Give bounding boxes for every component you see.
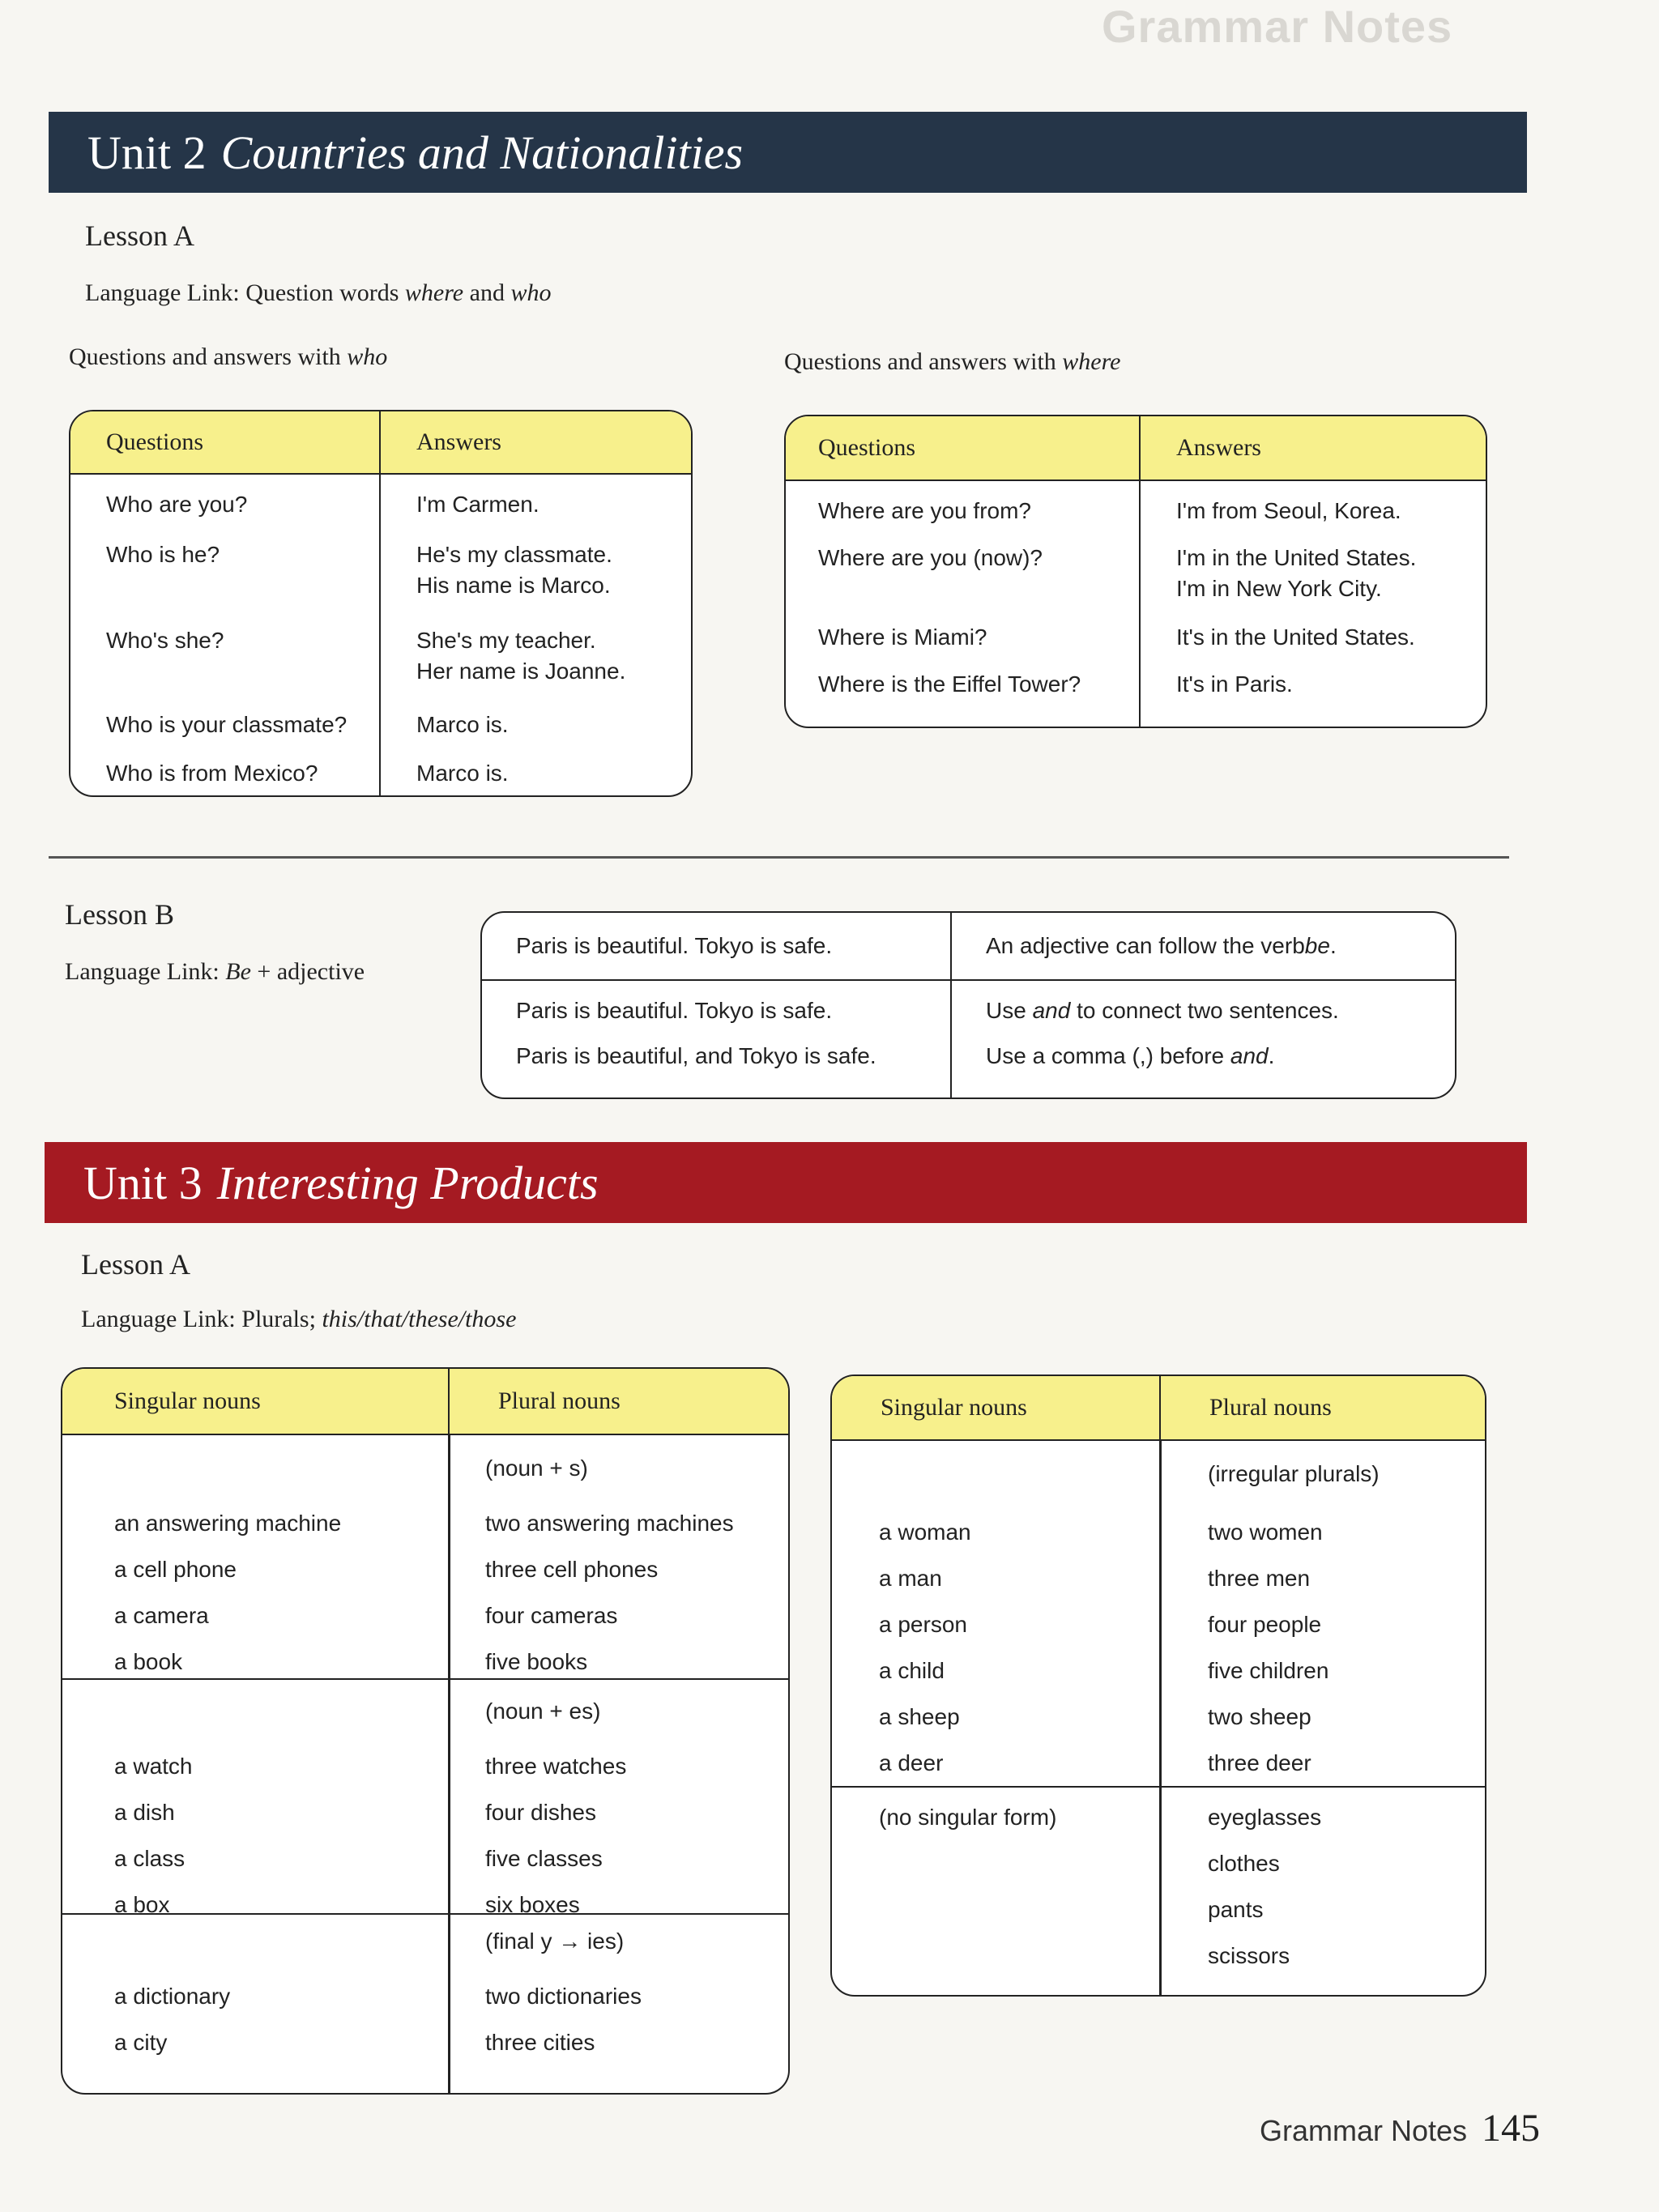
regular-header-singular: Singular nouns xyxy=(62,1369,450,1434)
regular-plurals-header xyxy=(62,1369,788,1435)
be-adjective-rule: An adjective can follow the verb be . xyxy=(986,933,1337,958)
regular-plurals-table xyxy=(61,1367,790,2095)
who-answer: His name is Marco. xyxy=(416,573,611,598)
regular-group-s xyxy=(62,1435,788,1678)
plural-list xyxy=(1172,1509,1328,1786)
plural-list xyxy=(450,1973,642,2065)
singular-noun: a book xyxy=(114,1649,183,1674)
page-footer xyxy=(1260,2106,1540,2150)
singular-noun: a watch xyxy=(114,1754,193,1779)
singular-noun: an answering machine xyxy=(114,1511,342,1536)
plural-noun: scissors xyxy=(1208,1943,1290,1968)
who-answer: She's my teacher. xyxy=(416,628,596,653)
be-adjective-example: Paris is beautiful, and Tokyo is safe. xyxy=(516,1043,876,1068)
unit-2-banner xyxy=(49,112,1527,193)
who-answer: He's my classmate. xyxy=(416,542,612,567)
regular-header-plural: Plural nouns xyxy=(498,1387,621,1414)
where-answer: I'm in New York City. xyxy=(1176,576,1382,601)
singular-noun: a person xyxy=(879,1612,967,1637)
plural-noun: six boxes xyxy=(485,1892,580,1917)
be-adjective-example: Paris is beautiful. Tokyo is safe. xyxy=(516,998,833,1023)
plural-noun: four dishes xyxy=(485,1800,596,1825)
who-answer: Marco is. xyxy=(416,712,509,737)
who-table xyxy=(69,410,693,797)
where-question: Where is Miami? xyxy=(818,624,987,650)
unit-3-title: Interesting Products xyxy=(216,1156,599,1209)
plural-noun: three watches xyxy=(485,1754,627,1779)
who-question: Who's she? xyxy=(106,628,224,653)
who-question: Who are you? xyxy=(106,492,248,517)
singular-noun: a class xyxy=(114,1846,186,1871)
who-table-header xyxy=(70,411,691,475)
where-header-questions: Questions xyxy=(786,416,1141,479)
be-adjective-rule: Use and to connect two sentences. xyxy=(986,998,1339,1023)
who-header-answers: Answers xyxy=(416,428,501,455)
plural-noun: three cell phones xyxy=(485,1557,659,1582)
where-answer: It's in Paris. xyxy=(1176,671,1293,697)
plural-noun: three cities xyxy=(485,2030,595,2055)
singular-noun: a camera xyxy=(114,1603,209,1628)
plural-noun: three deer xyxy=(1208,1750,1311,1775)
who-question: Who is he? xyxy=(106,542,220,567)
where-table xyxy=(784,415,1487,728)
unit-2-title: Countries and Nationalities xyxy=(220,126,744,179)
irregular-plurals-table xyxy=(830,1375,1486,1997)
be-adjective-header-row xyxy=(482,913,1455,981)
unit2-lesson-a-label: Lesson A xyxy=(85,219,194,252)
irregular-header-plural: Plural nouns xyxy=(1209,1394,1332,1421)
plural-noun: five children xyxy=(1208,1658,1329,1683)
singular-noun: a woman xyxy=(879,1519,971,1545)
singular-list xyxy=(79,1500,341,1685)
singular-noun: a box xyxy=(114,1892,170,1917)
be-adjective-table xyxy=(480,911,1456,1099)
singular-noun: a cell phone xyxy=(114,1557,237,1582)
section-divider xyxy=(49,856,1509,859)
be-adjective-rules-column xyxy=(952,981,1455,1099)
unit3-lesson-a-language-link: Language Link: Plurals; this/that/these/those xyxy=(81,1306,517,1332)
be-adjective-examples-column xyxy=(482,981,952,1099)
be-adjective-example: Paris is beautiful. Tokyo is safe. xyxy=(482,913,952,979)
plural-noun: two answering machines xyxy=(485,1511,734,1536)
who-question: Who is from Mexico? xyxy=(106,761,318,786)
page-number: 145 xyxy=(1482,2107,1541,2150)
singular-noun: a child xyxy=(879,1658,945,1683)
who-table-heading: Questions and answers with who xyxy=(69,343,388,370)
singular-list xyxy=(79,1973,230,2065)
plural-list xyxy=(1172,1794,1321,1979)
where-answer: It's in the United States. xyxy=(1176,624,1415,650)
unit-2-number: Unit 2 xyxy=(87,126,207,179)
where-table-heading: Questions and answers with where xyxy=(784,348,1121,375)
plural-noun: pants xyxy=(1208,1897,1264,1922)
who-questions-column xyxy=(70,475,381,797)
irregular-header-singular: Singular nouns xyxy=(832,1376,1161,1439)
where-answer: I'm from Seoul, Korea. xyxy=(1176,498,1401,523)
where-table-header xyxy=(786,416,1486,481)
singular-list xyxy=(79,1743,193,1928)
who-question: Who is your classmate? xyxy=(106,712,348,737)
unit2-lesson-b-label: Lesson B xyxy=(65,898,174,931)
regular-group-es xyxy=(62,1678,788,1917)
where-answers-column xyxy=(1141,481,1486,728)
plural-noun: four people xyxy=(1208,1612,1322,1637)
regular-group-ies xyxy=(62,1913,788,2095)
unit-3-number: Unit 3 xyxy=(83,1156,203,1209)
plural-rule: (irregular plurals) xyxy=(1208,1461,1380,1486)
singular-list xyxy=(843,1509,971,1786)
where-question: Where are you (now)? xyxy=(818,545,1043,570)
singular-noun: a man xyxy=(879,1566,942,1591)
plural-noun: five books xyxy=(485,1649,588,1674)
plural-noun: five classes xyxy=(485,1846,603,1871)
unit2-lesson-a-language-link: Language Link: Question words where and who xyxy=(85,279,552,306)
plural-noun: eyeglasses xyxy=(1208,1805,1322,1830)
plural-noun: four cameras xyxy=(485,1603,618,1628)
singular-noun: a dish xyxy=(114,1800,175,1825)
plural-noun: three men xyxy=(1208,1566,1311,1591)
plural-list xyxy=(450,1743,626,1928)
singular-noun: (no singular form) xyxy=(879,1805,1057,1830)
ghost-header: Grammar Notes xyxy=(1102,1,1453,52)
plural-list xyxy=(450,1500,734,1685)
who-answers-column xyxy=(381,475,691,797)
plural-rule: (noun + s) xyxy=(485,1455,588,1481)
be-adjective-rule: Use a comma (,) before and. xyxy=(986,1043,1275,1068)
where-question: Where are you from? xyxy=(818,498,1031,523)
who-header-questions: Questions xyxy=(70,411,381,473)
plural-noun: two women xyxy=(1208,1519,1323,1545)
footer-section-label: Grammar Notes xyxy=(1260,2114,1468,2147)
singular-noun: a sheep xyxy=(879,1704,960,1729)
plural-noun: two dictionaries xyxy=(485,1984,642,2009)
plural-rule: (noun + es) xyxy=(485,1698,601,1724)
singular-noun: a deer xyxy=(879,1750,944,1775)
plural-noun: clothes xyxy=(1208,1851,1280,1876)
singular-noun: a dictionary xyxy=(114,1984,231,2009)
where-header-answers: Answers xyxy=(1176,434,1261,461)
singular-noun: a city xyxy=(114,2030,168,2055)
where-question: Where is the Eiffel Tower? xyxy=(818,671,1081,697)
singular-list xyxy=(843,1794,1056,1840)
irregular-group-plurals xyxy=(832,1441,1485,1786)
who-answer: Her name is Joanne. xyxy=(416,658,626,684)
where-questions-column xyxy=(786,481,1141,728)
where-answer: I'm in the United States. xyxy=(1176,545,1417,570)
unit2-lesson-b-language-link: Language Link: Be + adjective xyxy=(65,958,365,985)
plural-noun: two sheep xyxy=(1208,1704,1311,1729)
plural-rule: (final y → ies) xyxy=(485,1929,625,1954)
unit3-lesson-a-label: Lesson A xyxy=(81,1248,190,1281)
irregular-plurals-header xyxy=(832,1376,1485,1441)
irregular-group-no-singular xyxy=(832,1786,1485,1997)
unit-3-banner xyxy=(45,1142,1527,1223)
who-answer: Marco is. xyxy=(416,761,509,786)
who-answer: I'm Carmen. xyxy=(416,492,539,517)
